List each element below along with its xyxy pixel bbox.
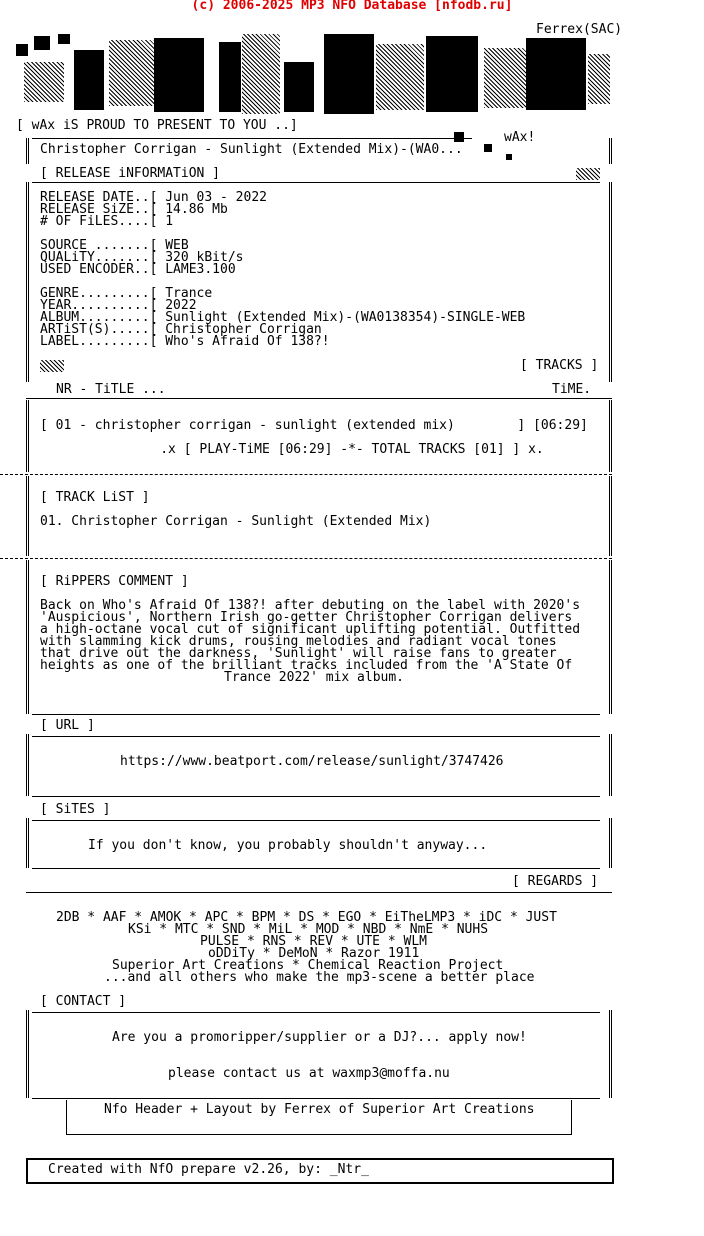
sites-text: If you don't know, you probably shouldn't anyway... <box>88 838 488 853</box>
regards-line: oDDiTy * DeMoN * Razor 1911 <box>208 946 420 961</box>
wax-tag: wAx! <box>504 130 536 145</box>
track-list-item: 01. Christopher Corrigan - Sunlight (Extended Mix) <box>40 514 432 529</box>
contact-heading: [ CONTACT ] <box>40 994 127 1009</box>
comment-line: 'Auspicious', Northern Irish go-getter Christopher Corrigan delivers <box>40 610 573 625</box>
track-list-heading: [ TRACK LiST ] <box>40 490 150 505</box>
comment-line: with slamming kick drums, rousing melodies and radiant vocal tones <box>40 634 557 649</box>
regards-line: PULSE * RNS * REV * UTE * WLM <box>200 934 427 949</box>
artist-credit: Ferrex(SAC) <box>536 22 623 37</box>
regards-line: 2DB * AAF * AMOK * APC * BPM * DS * EGO * EiTheLMP3 * iDC * JUST <box>56 910 557 925</box>
rippers-heading: [ RiPPERS COMMENT ] <box>40 574 189 589</box>
col-nr-title: NR - TiTLE ... <box>56 382 166 397</box>
site-header: (c) 2006-2025 MP3 NFO Database [nfodb.ru] <box>191 0 513 13</box>
tracks-box <box>26 400 612 472</box>
contact-line-1: Are you a promoripper/supplier or a DJ?... apply now! <box>112 1030 527 1045</box>
release-date: RELEASE DATE..[ Jun 03 - 2022 <box>40 190 267 205</box>
playtime: .x [ PLAY-TiME [06:29] -*- TOTAL TRACKS [01] ] x. <box>160 442 544 457</box>
contact-box <box>26 1010 612 1098</box>
track-line: [ 01 - christopher corrigan - sunlight (extended mix) ] [06:29] <box>40 418 588 433</box>
comment-line: Back on Who's Afraid Of 138?! after debuting on the label with 2020's <box>40 598 581 613</box>
wax-logo <box>14 34 610 120</box>
source: SOURCE .......[ WEB <box>40 238 189 253</box>
regards-line: Superior Art Creations * Chemical Reaction Project <box>112 958 504 973</box>
url-link[interactable]: https://www.beatport.com/release/sunlight/3747426 <box>120 754 504 769</box>
tracks-heading: [ TRACKS ] <box>520 358 599 373</box>
release-title: Christopher Corrigan - Sunlight (Extended Mix)-(WA0... <box>40 142 463 157</box>
num-files: # OF FiLES....[ 1 <box>40 214 174 229</box>
col-time: TiME. <box>552 382 592 397</box>
regards-heading: [ REGARDS ] <box>512 874 599 889</box>
contact-email[interactable]: please contact us at waxmp3@moffa.nu <box>168 1066 450 1081</box>
genre: GENRE.........[ Trance <box>40 286 213 301</box>
quality: QUALiTY.......[ 320 kBit/s <box>40 250 244 265</box>
artist: ARTiST(S).....[ Christopher Corrigan <box>40 322 322 337</box>
regards-line: KSi * MTC * SND * MiL * MOD * NBD * NmE * NUHS <box>128 922 489 937</box>
comment-line: heights as one of the brilliant tracks included from the 'A State Of <box>40 658 573 673</box>
label: LABEL.........[ Who's Afraid Of 138?! <box>40 334 330 349</box>
url-heading: [ URL ] <box>40 718 95 733</box>
created-with: Created with NfO prepare v2.26, by: _Ntr_ <box>48 1162 369 1177</box>
regards-line: ...and all others who make the mp3-scene a better place <box>104 970 535 985</box>
comment-line: that drive out the darkness, 'Sunlight' will raise fans to greater <box>40 646 557 661</box>
encoder: USED ENCODER..[ LAME3.100 <box>40 262 236 277</box>
present-line: [ wAx iS PROUD TO PRESENT TO YOU ..] <box>16 118 298 133</box>
layout-credit: Nfo Header + Layout by Ferrex of Superior Art Creations <box>104 1102 535 1117</box>
sites-heading: [ SiTES ] <box>40 802 111 817</box>
year: YEAR..........[ 2022 <box>40 298 197 313</box>
album: ALBUM.........[ Sunlight (Extended Mix)-(WA0138354)-SINGLE-WEB <box>40 310 526 325</box>
release-info-heading: [ RELEASE iNFORMATiON ] <box>40 166 221 181</box>
release-size: RELEASE SiZE..[ 14.86 Mb <box>40 202 228 217</box>
comment-line: a high-octane vocal cut of significant uplifting potential. Outfitted <box>40 622 581 637</box>
comment-line: Trance 2022' mix album. <box>224 670 405 685</box>
